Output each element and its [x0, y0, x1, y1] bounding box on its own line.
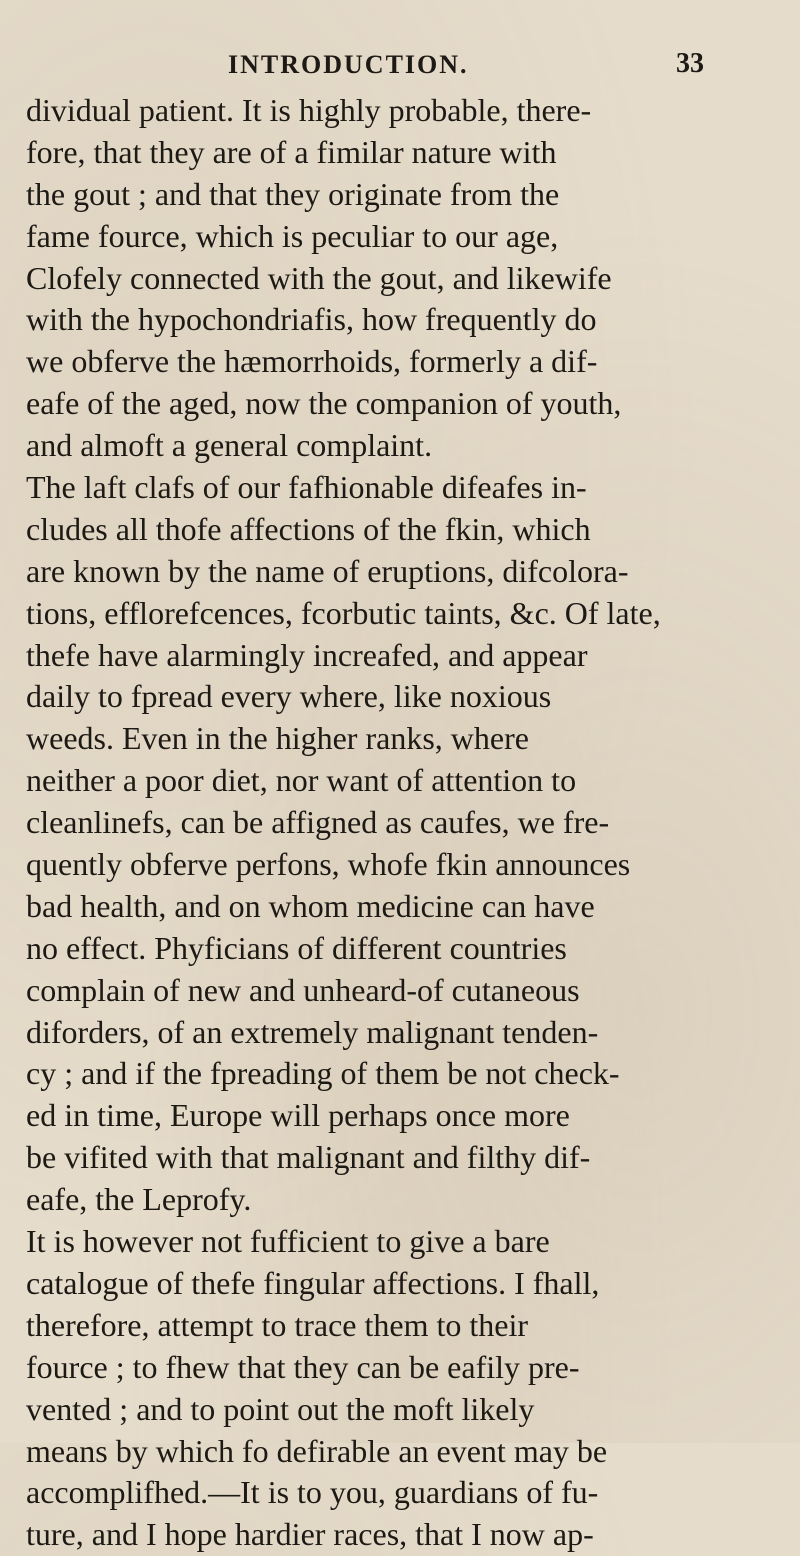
text-line: fource ; to fhew that they can be eafily pre- [26, 1348, 580, 1385]
text-line: and almoft a general complaint. [26, 427, 433, 464]
text-line: bad health, and on whom medicine can have [26, 887, 595, 924]
text-line: ed in time, Europe will perhaps once more [26, 1097, 570, 1134]
text-line: we obferve the hæmorrhoids, formerly a dif- [26, 343, 598, 380]
text-line: daily to fpread every where, like noxious [26, 678, 552, 715]
text-line: fame fource, which is peculiar to our age, [26, 217, 559, 254]
text-line: Clofely connected with the gout, and likewife [26, 259, 612, 296]
text-line: eafe, the Leprofy. [26, 1181, 252, 1218]
text-line: means by which fo defirable an event may be [26, 1432, 608, 1469]
text-line: weeds. Even in the higher ranks, where [26, 720, 529, 757]
text-line: tions, efflorefcences, fcorbutic taints, &c. Of late, [26, 594, 661, 631]
text-line: catalogue of thefe fingular affections. I fhall, [26, 1264, 600, 1301]
running-title: INTRODUCTION. [228, 50, 469, 79]
text-line: no effect. Phyficians of different countries [26, 929, 567, 966]
text-line: accomplifhed.—It is to you, guardians of fu- [26, 1474, 599, 1511]
text-line: fore, that they are of a fimilar nature with [26, 133, 557, 170]
text-line: eafe of the aged, now the companion of youth, [26, 385, 622, 422]
body-text [26, 90, 766, 1556]
text-line: with the hypochondriafis, how frequently do [26, 301, 597, 338]
text-line: cy ; and if the fpreading of them be not check- [26, 1055, 620, 1092]
text-line: thefe have alarmingly increafed, and appear [26, 636, 588, 673]
text-line: ture, and I hope hardier races, that I now ap- [26, 1516, 594, 1553]
text-line: The laft clafs of our fafhionable difeafes in- [26, 469, 587, 506]
text-line: the gout ; and that they originate from the [26, 175, 560, 212]
text-line: cludes all thofe affections of the fkin, which [26, 510, 591, 547]
text-line: be vifited with that malignant and filthy dif- [26, 1139, 591, 1176]
text-line: diforders, of an extremely malignant tenden- [26, 1013, 599, 1050]
text-line: It is however not fufficient to give a bare [26, 1223, 550, 1260]
page-header [0, 46, 800, 86]
text-line: cleanlinefs, can be affigned as caufes, we fre- [26, 804, 610, 841]
text-line: are known by the name of eruptions, difcolora- [26, 552, 629, 589]
text-line: dividual patient. It is highly probable, there- [26, 92, 592, 128]
text-line: quently obferve perfons, whofe fkin announces [26, 846, 631, 883]
text-line: complain of new and unheard-of cutaneous [26, 971, 580, 1008]
text-line: neither a poor diet, nor want of attention to [26, 762, 577, 799]
text-line: vented ; and to point out the moft likely [26, 1390, 535, 1427]
text-line: therefore, attempt to trace them to their [26, 1306, 528, 1343]
page-number: 33 [676, 48, 704, 79]
